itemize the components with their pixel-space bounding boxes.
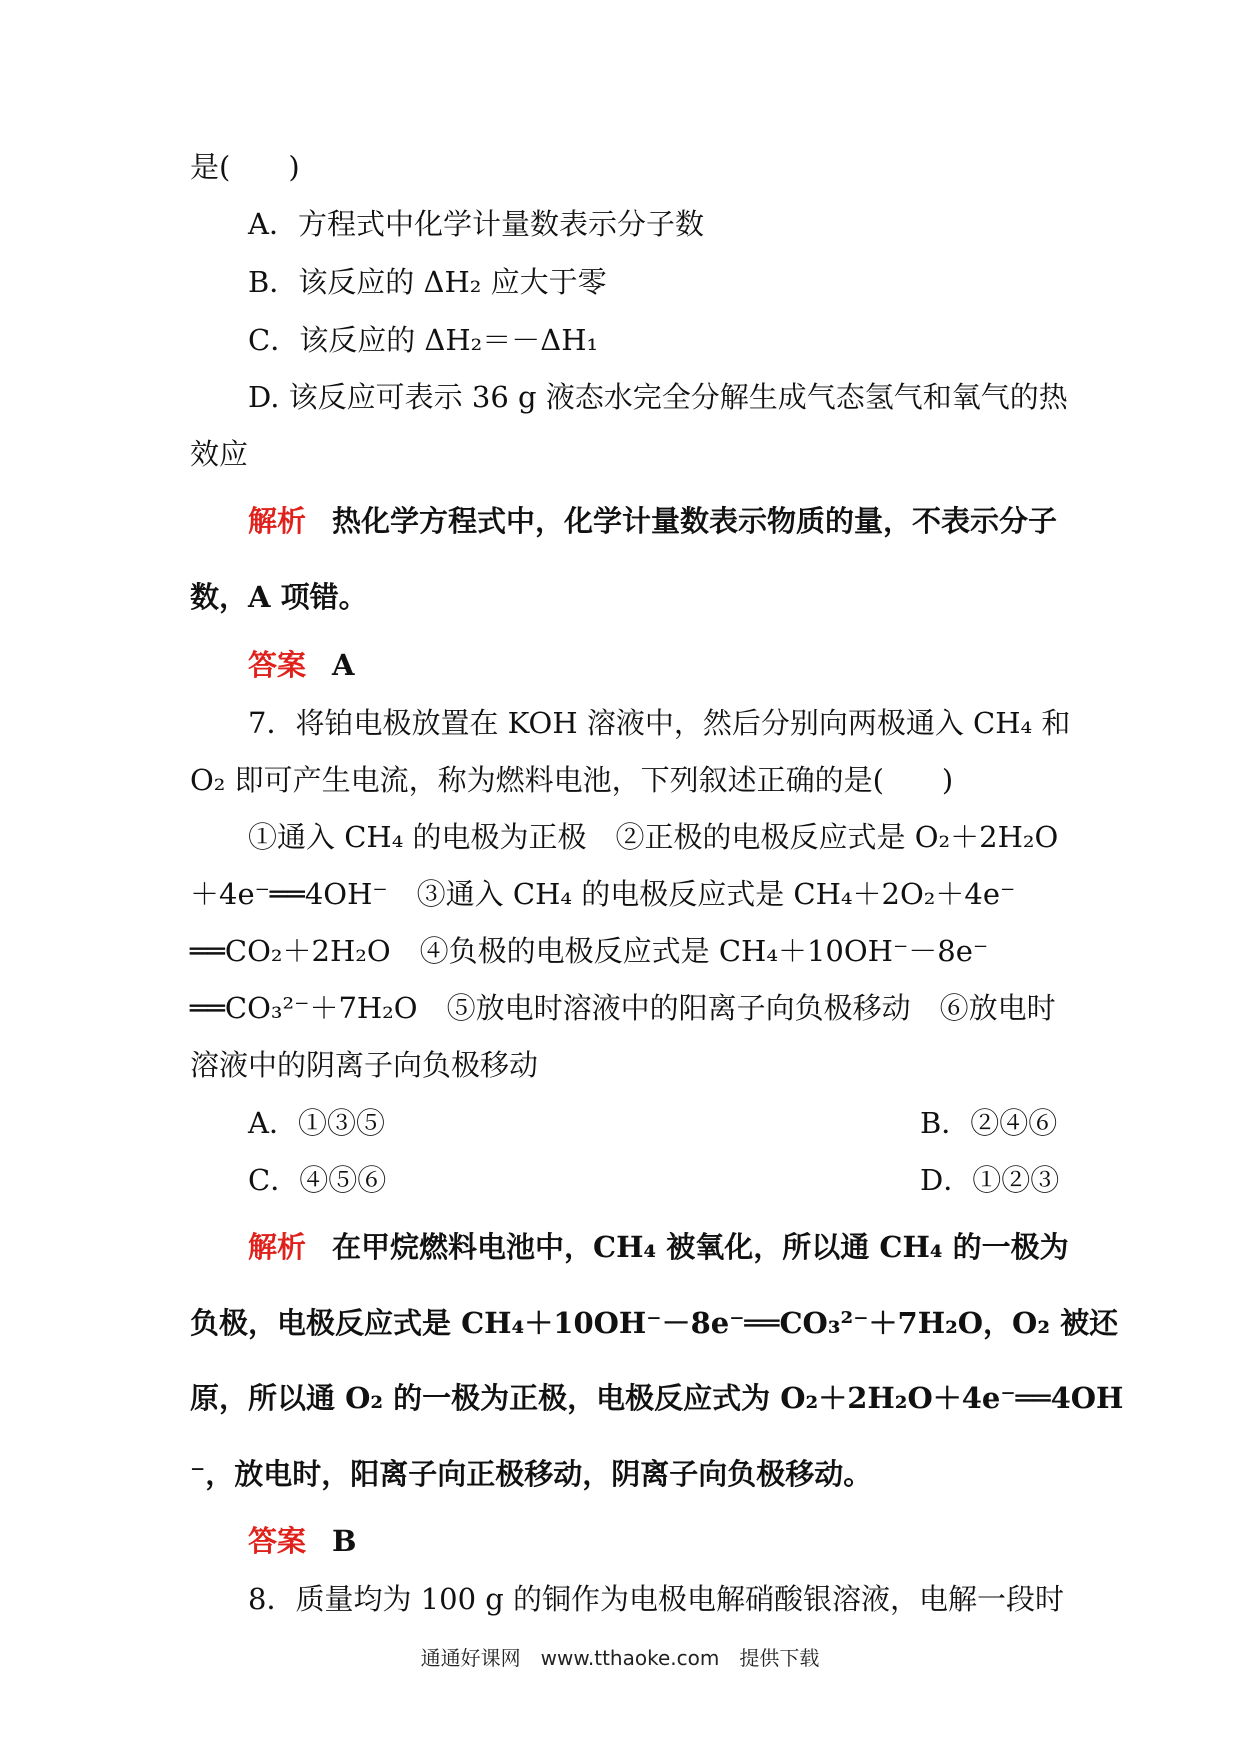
q7-analysis-line4: ⁻，放电时，阳离子向正极移动，阴离子向负极移动。 bbox=[190, 1457, 873, 1491]
page-footer: 通通好课网 www.tthaoke.com 提供下载 bbox=[420, 1646, 820, 1670]
q7-statement-line4: ══CO₃²⁻＋7H₂O ⑤放电时溶液中的阳离子向负极移动 ⑥放电时 bbox=[190, 991, 1056, 1025]
q7-options-row2 bbox=[248, 1163, 1060, 1198]
q7-option-d: D．①②③ bbox=[920, 1163, 1060, 1197]
q7-analysis-line2: 负极，电极反应式是 CH₄＋10OH⁻－8e⁻══CO₃²⁻＋7H₂O，O₂ 被还 bbox=[190, 1306, 1119, 1340]
q7-analysis-line1 bbox=[248, 1230, 1069, 1265]
q7-statement-line3: ══CO₂＋2H₂O ④负极的电极反应式是 CH₄＋10OH⁻－8e⁻ bbox=[190, 934, 989, 968]
q7-options-row1 bbox=[248, 1106, 1060, 1141]
q6-answer-value: A bbox=[332, 648, 355, 682]
q6-analysis-line2: 数，A 项错。 bbox=[190, 580, 368, 614]
q6-analysis-text1: 热化学方程式中，化学计量数表示物质的量，不表示分子 bbox=[332, 504, 1058, 538]
q6-analysis-label: 解析 bbox=[248, 504, 307, 538]
q6-option-d-line1: D. 该反应可表示 36 g 液态水完全分解生成气态氢气和氧气的热 bbox=[248, 380, 1068, 414]
q7-statement-line5: 溶液中的阴离子向负极移动 bbox=[190, 1048, 539, 1082]
q7-option-b: B．②④⑥ bbox=[920, 1106, 1058, 1140]
q7-analysis-line3: 原，所以通 O₂ 的一极为正极，电极反应式为 O₂＋2H₂O＋4e⁻══4OH bbox=[190, 1381, 1124, 1415]
q7-statement-line1: ①通入 CH₄ 的电极为正极 ②正极的电极反应式是 O₂＋2H₂O bbox=[248, 820, 1059, 854]
q6-stem-tail: 是( ) bbox=[190, 150, 300, 184]
q7-option-c: C．④⑤⑥ bbox=[248, 1163, 387, 1197]
q7-stem-line1: 7．将铂电极放置在 KOH 溶液中，然后分别向两极通入 CH₄ 和 bbox=[248, 706, 1071, 740]
q6-analysis-line1 bbox=[248, 504, 1060, 539]
q6-answer bbox=[248, 648, 1060, 683]
q7-answer bbox=[248, 1524, 1060, 1559]
q7-stem-line2: O₂ 即可产生电流，称为燃料电池，下列叙述正确的是( ) bbox=[190, 763, 954, 797]
q6-option-c: C．该反应的 ΔH₂＝－ΔH₁ bbox=[248, 323, 599, 357]
q7-answer-label: 答案 bbox=[248, 1524, 307, 1558]
q6-option-b: B．该反应的 ΔH₂ 应大于零 bbox=[248, 265, 607, 299]
q8-stem-line1: 8．质量均为 100 g 的铜作为电极电解硝酸银溶液，电解一段时 bbox=[248, 1582, 1065, 1616]
q7-statement-line2: ＋4e⁻══4OH⁻ ③通入 CH₄ 的电极反应式是 CH₄＋2O₂＋4e⁻ bbox=[190, 877, 1016, 911]
q7-analysis-label: 解析 bbox=[248, 1230, 307, 1264]
q7-answer-value: B bbox=[332, 1524, 357, 1558]
q7-analysis-text1: 在甲烷燃料电池中，CH₄ 被氧化，所以通 CH₄ 的一极为 bbox=[332, 1230, 1069, 1264]
q6-option-d-line2: 效应 bbox=[190, 437, 249, 471]
q6-answer-label: 答案 bbox=[248, 648, 307, 682]
q6-option-a: A．方程式中化学计量数表示分子数 bbox=[248, 207, 704, 241]
q7-option-a: A．①③⑤ bbox=[248, 1106, 385, 1140]
